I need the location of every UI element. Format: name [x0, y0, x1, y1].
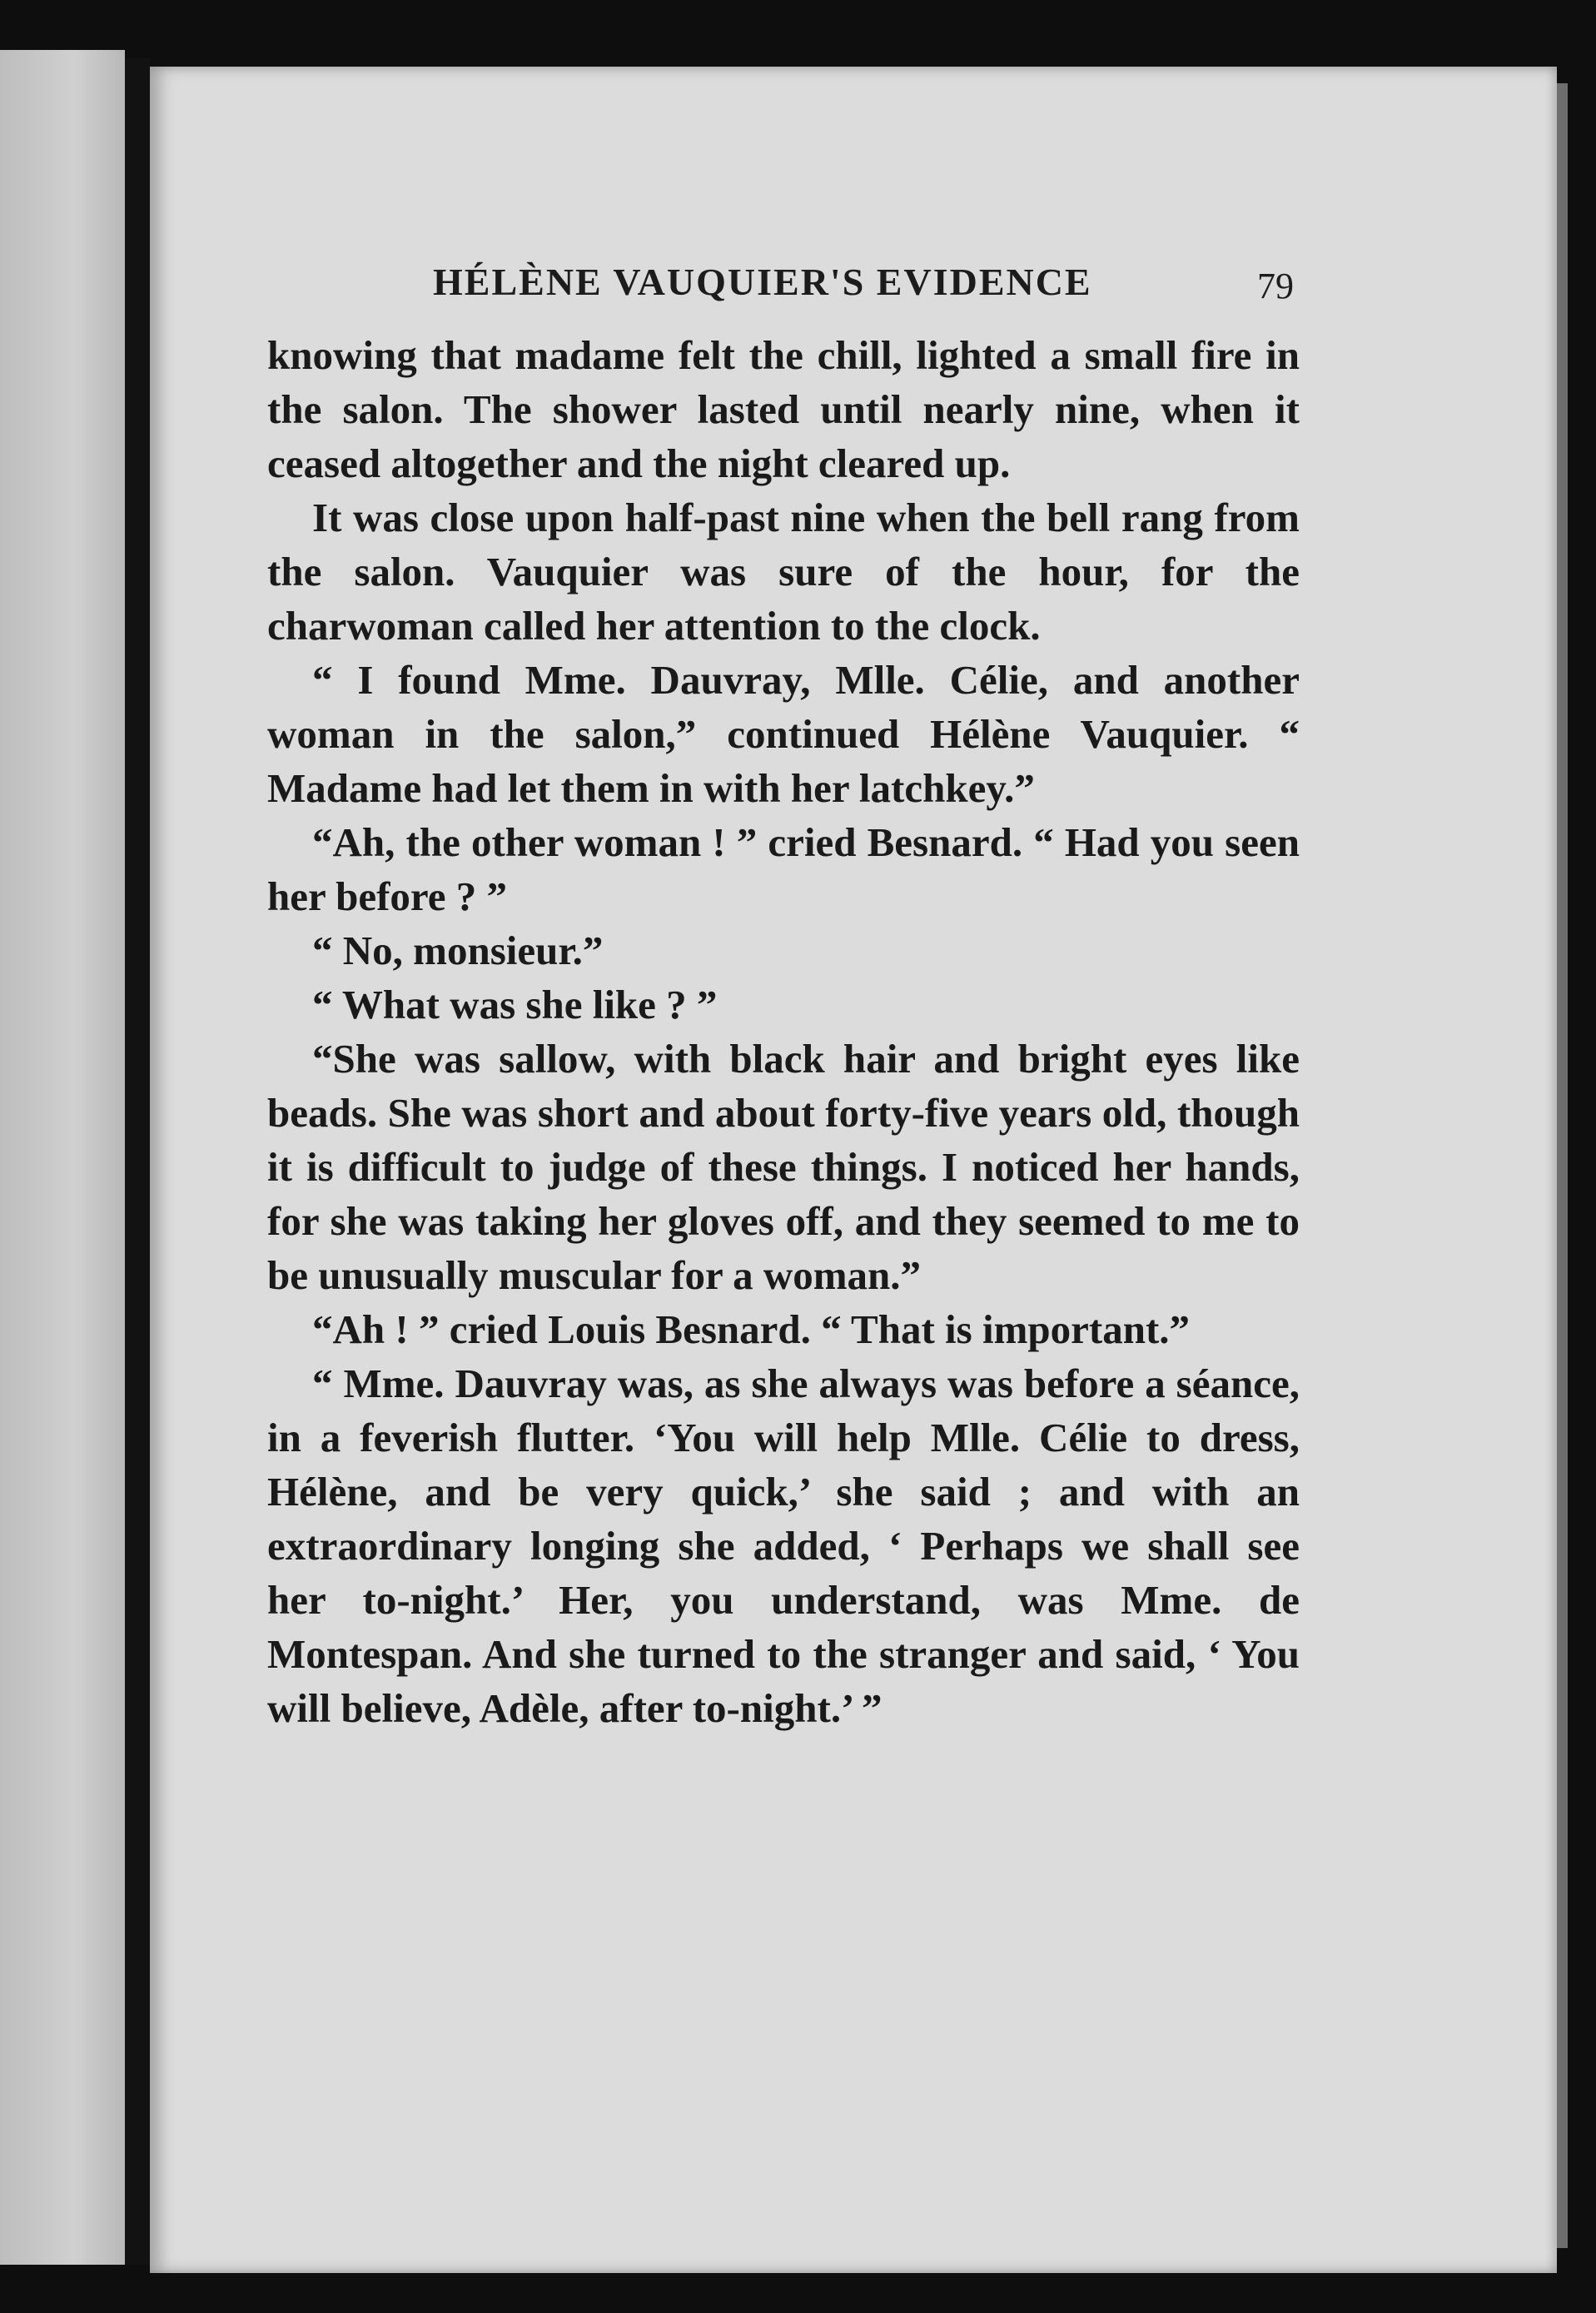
paragraph: “She was sallow, with black hair and bright eyes like beads. She was short and about forty-five years old, though it is difficult to judge of these things. I noticed her hands, for she was taking her gloves off, and they seemed to me to be unusually muscular for a woman.”	[267, 1036, 1300, 1298]
paragraph: “ Mme. Dauvray was, as she always was before a séance, in a feverish flutter. ‘You will help Mlle. Célie to dress, Hélène, and be very quick,’ she said ; and with an extraordinary longing she added, ‘ Perhaps we shall see her to-night.’ Her, you understand, was Mme. de Montespan. And she turned to the stranger and said, ‘ You will believe, Adèle, after to-night.’ ”	[267, 1360, 1300, 1731]
paragraph: It was close upon half-past nine when the bell rang from the salon. Vauquier was sure of the hour, for the charwoman called her attention to the clock.	[267, 495, 1300, 649]
body-text	[267, 328, 1300, 1735]
paragraph: “ What was she like ? ”	[312, 982, 718, 1027]
book-gutter	[125, 58, 150, 2265]
paragraph: “Ah, the other woman ! ” cried Besnard. “ Had you seen her before ? ”	[267, 819, 1300, 919]
page-number: 79	[1257, 266, 1294, 306]
paragraph: “ I found Mme. Dauvray, Mlle. Célie, and another woman in the salon,” continued Hélène Vauquier. “ Madame had let them in with her latchkey.”	[267, 657, 1300, 811]
page-header	[150, 192, 1557, 306]
book-page	[150, 67, 1557, 2273]
paragraph: knowing that madame felt the chill, lighted a small fire in the salon. The shower lasted until nearly nine, when it ceased altogether and the night cleared up.	[267, 332, 1300, 486]
facing-page-edge	[0, 50, 125, 2265]
paragraph: “Ah ! ” cried Louis Besnard. “ That is important.”	[312, 1306, 1191, 1352]
paragraph: “ No, monsieur.”	[312, 928, 604, 973]
running-head: HÉLÈNE VAUQUIER'S EVIDENCE	[433, 261, 1092, 303]
